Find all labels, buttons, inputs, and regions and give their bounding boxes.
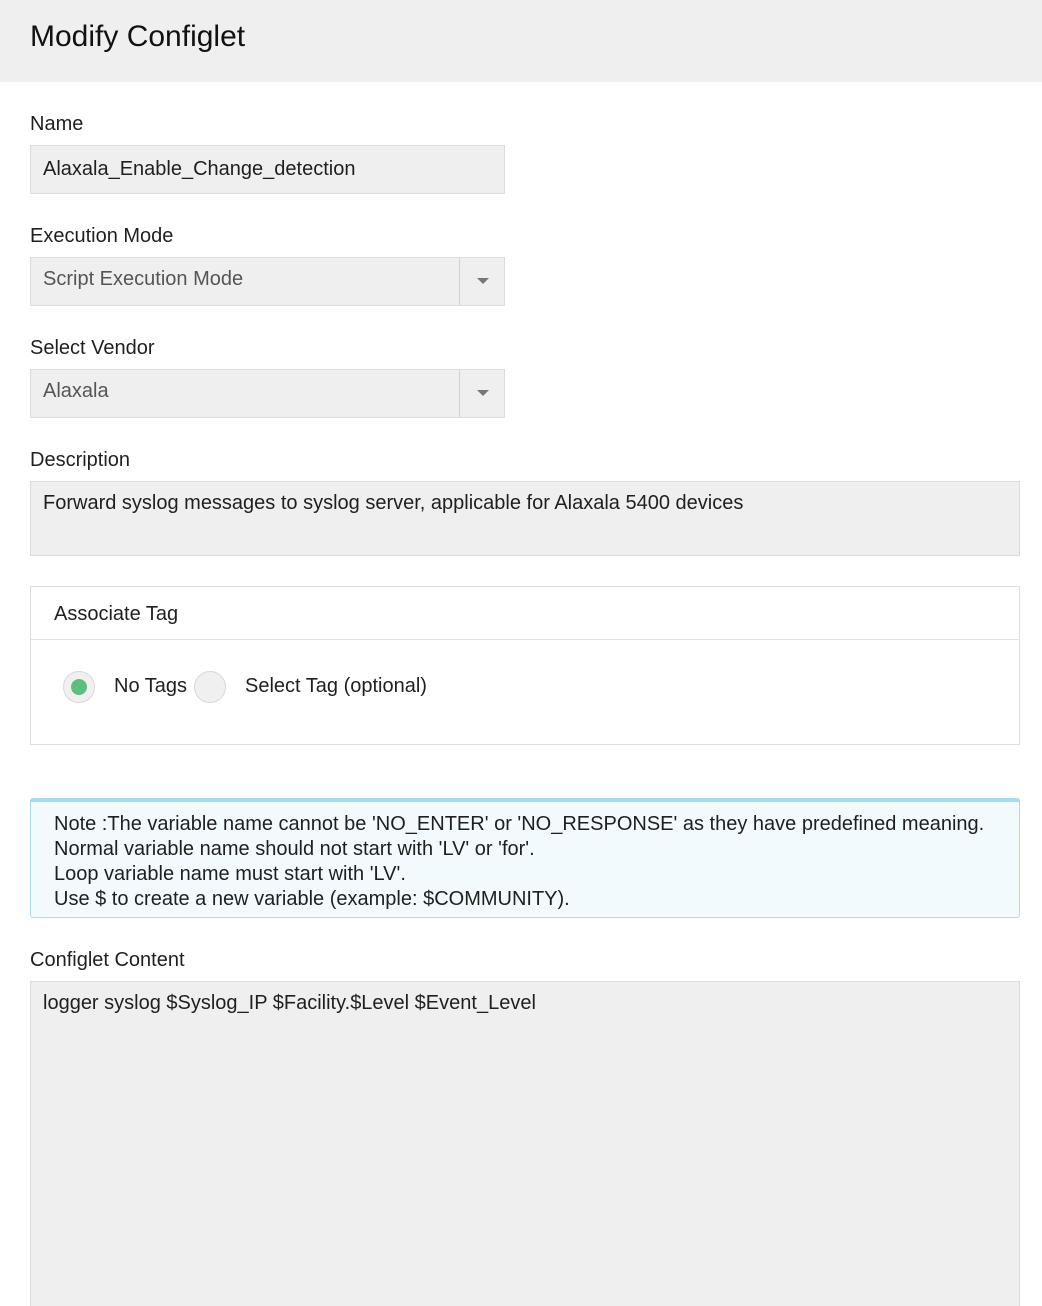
variable-note (30, 798, 1020, 918)
select-divider (459, 370, 460, 417)
select-divider (459, 258, 460, 305)
note-line: Normal variable name should not start with 'LV' or 'for'. (54, 838, 535, 860)
description-label: Description (30, 449, 131, 471)
radio-no-tags-label[interactable]: No Tags (114, 675, 188, 697)
description-textarea[interactable] (30, 481, 1020, 556)
page-title: Modify Configlet (30, 20, 246, 53)
panel-divider (31, 639, 1019, 640)
note-line: Use $ to create a new variable (example: $COMMUNITY). (54, 888, 570, 910)
execution-mode-value: Script Execution Mode (43, 268, 244, 290)
vendor-value: Alaxala (43, 380, 109, 402)
vendor-select[interactable] (30, 369, 505, 418)
execution-mode-label: Execution Mode (30, 225, 174, 247)
radio-no-tags[interactable] (63, 671, 95, 703)
associate-tag-panel (30, 586, 1020, 745)
configlet-content-label: Configlet Content (30, 949, 185, 971)
configlet-content-text: logger syslog $Syslog_IP $Facility.$Level $Event_Level (43, 992, 536, 1014)
page-header (0, 0, 1042, 82)
configlet-content-textarea[interactable] (30, 981, 1020, 1306)
execution-mode-select[interactable] (30, 257, 505, 306)
note-line: Loop variable name must start with 'LV'. (54, 863, 406, 885)
radio-select-tag-label[interactable]: Select Tag (optional) (245, 675, 427, 697)
vendor-label: Select Vendor (30, 337, 155, 359)
description-text: Forward syslog messages to syslog server, applicable for Alaxala 5400 devices (43, 492, 744, 514)
radio-select-tag[interactable] (194, 671, 226, 703)
chevron-down-icon[interactable] (477, 390, 489, 396)
associate-tag-title: Associate Tag (54, 603, 179, 625)
chevron-down-icon[interactable] (477, 278, 489, 284)
name-label: Name (30, 113, 84, 135)
note-line: Note :The variable name cannot be 'NO_ENTER' or 'NO_RESPONSE' as they have predefined meaning. (54, 813, 985, 835)
name-input[interactable] (30, 145, 505, 194)
